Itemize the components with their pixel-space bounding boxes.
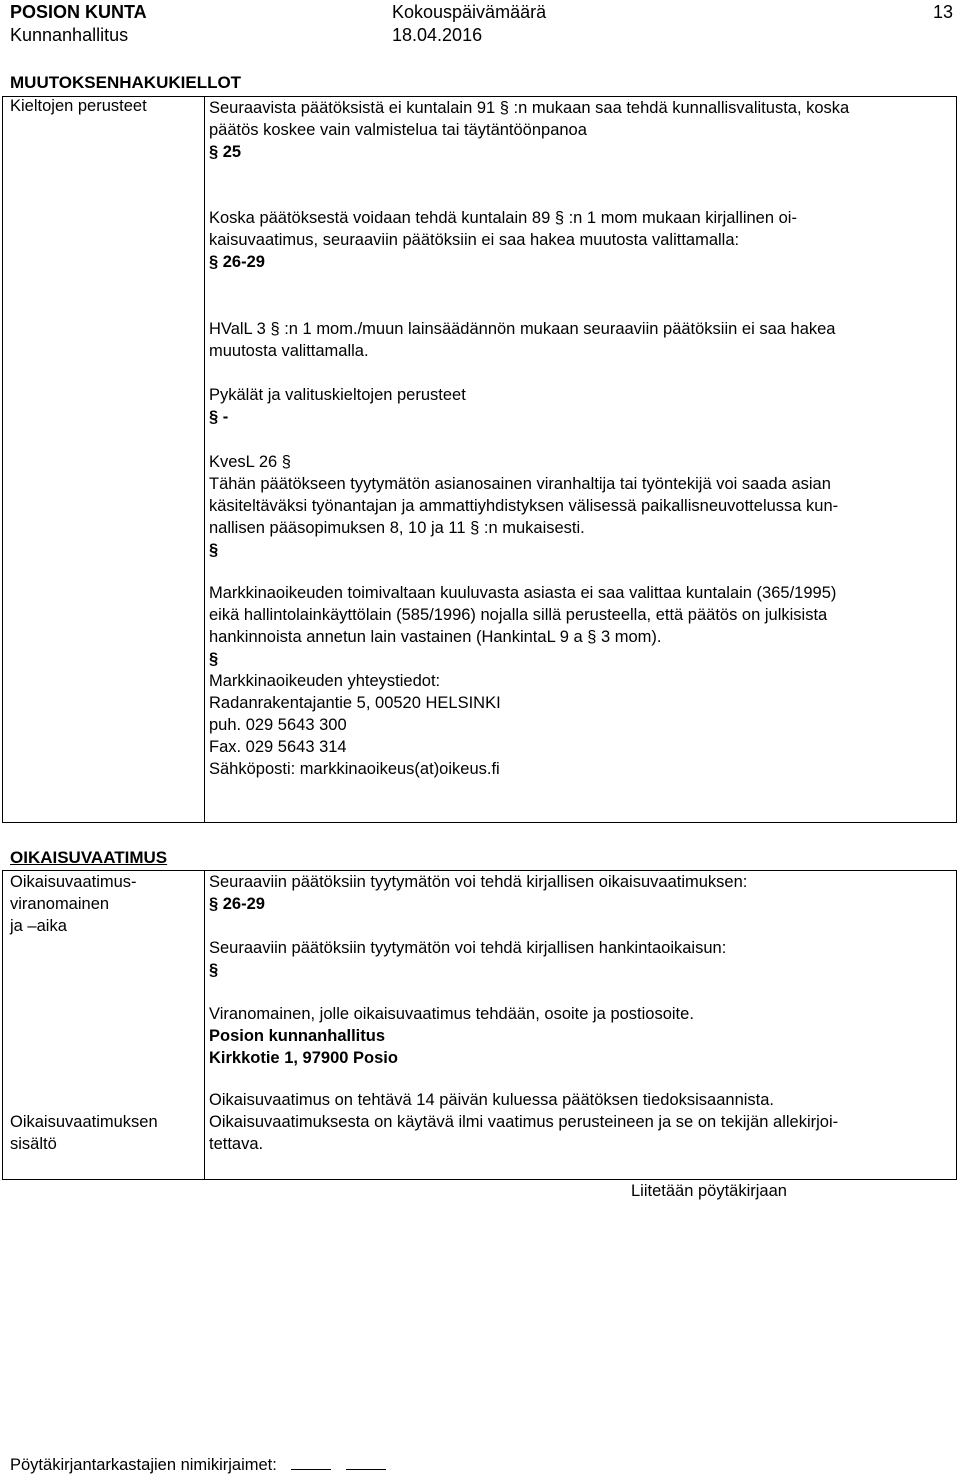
paragraph-kuntalain-89: Koska päätöksestä voidaan tehdä kuntalain 89 § :n 1 mom mukaan kirjallinen oi- kaisuvaatimus, seuraaviin päätöksiin ei saa hakea muutosta valittamalla: § 26-29 [209, 207, 949, 273]
label-kieltojen-perusteet: Kieltojen perusteet [10, 97, 147, 115]
signature-line-2 [346, 1455, 386, 1470]
markkina-sections: § [209, 650, 219, 668]
oikaisu-paragraph-1: Seuraaviin päätöksiin tyytymätön voi tehdä kirjallisen oikaisuvaatimuksen: § 26-29 [209, 871, 949, 915]
oikaisu-paragraph-2: Seuraaviin päätöksiin tyytymätön voi tehdä kirjallisen hankintaoikaisun: § [209, 937, 949, 981]
pykalat-title: Pykälät ja valituskieltojen perusteet [209, 386, 466, 404]
section-title-oikaisuvaatimus: OIKAISUVAATIMUS [10, 848, 168, 867]
contact-address: Radanrakentajantie 5, 00520 HELSINKI [209, 694, 501, 712]
oikaisu-sections-26-29: § 26-29 [209, 895, 265, 913]
signature-line-1 [291, 1455, 331, 1470]
body-name: Kunnanhallitus [10, 25, 129, 45]
meeting-date: 18.04.2016 [392, 25, 483, 45]
paragraph-kuntalain-91: Seuraavista päätöksistä ei kuntalain 91 § :n mukaan saa tehdä kunnallisvalitusta, koska päätös koskee vain valmistelua tai täytäntöönpanoa § 25 [209, 97, 949, 163]
oikaisu-deadline: Oikaisuvaatimus on tehtävä 14 päivän kuluessa päätöksen tiedoksisaannista. [209, 1091, 775, 1109]
pykalat-value: § - [209, 408, 229, 426]
oikaisu-address: Kirkkotie 1, 97900 Posio [209, 1049, 398, 1067]
oikaisu-authority: Posion kunnanhallitus [209, 1027, 386, 1045]
paragraph-hvall: HValL 3 § :n 1 mom./muun lainsäädännön mukaan seuraaviin päätöksiin ei saa hakea muutosta valittamalla. [209, 320, 836, 360]
contact-phone: puh. 029 5643 300 [209, 716, 347, 734]
contact-email: Sähköposti: markkinaoikeus(at)oikeus.fi [209, 760, 500, 778]
oikaisu-paragraph-3: Viranomainen, jolle oikaisuvaatimus tehdään, osoite ja postiosoite. Posion kunnanhallitus Kirkkotie 1, 97900 Posio [209, 1003, 949, 1069]
section-title-muutoksenhaku: MUUTOKSENHAKUKIELLOT [10, 73, 242, 92]
oikaisu-paragraph-4: Oikaisuvaatimus on tehtävä 14 päivän kuluessa päätöksen tiedoksisaannista. Oikaisuvaatimuksesta on käytävä ilmi vaatimus perusteineen ja se on tekijän allekirjoi- tettava. [209, 1089, 949, 1155]
kvesl-sections: § [209, 541, 219, 559]
kvesl-heading: KvesL 26 § [209, 453, 291, 471]
oikaisu-sections-empty: § [209, 961, 219, 979]
label-oikaisu-content: Oikaisuvaatimuksen sisältö [10, 1113, 158, 1153]
kvesl-block: KvesL 26 § Tähän päätökseen tyytymätön asianosainen viranhaltija tai työntekijä voi saada asian käsiteltäväksi työnantajan ja ammattiyhdistyksen välisessä paikallisneuvottelussa kun- nallisen pääsopimuksen 8, 10 ja 11 § :n mukaisesti. § [209, 451, 949, 561]
contact-heading: Markkinaoikeuden yhteystiedot: [209, 672, 441, 690]
page-number: 13 [933, 2, 954, 22]
signatures-footer [10, 1455, 386, 1475]
signatures-label: Pöytäkirjantarkastajien nimikirjaimet: [10, 1456, 277, 1474]
column-divider [204, 97, 205, 822]
markkinaoikeus-block: Markkinaoikeuden toimivaltaan kuuluvasta asiasta ei saa valittaa kuntalain (365/1995) eikä hallintolainkäyttölain (585/1996) nojalla sillä perusteella, että päätös on julkisista hankinnoista annetun lain vastainen (HankintaL 9 a § 3 mom). § Markkinaoikeuden yhteystiedot: Radanrakentajantie 5, 00520 HELSINKI puh. 029 5643 300 Fax. 029 5643 314 Sähköposti: markkinaoikeus(at)oikeus.fi [209, 582, 949, 780]
attached-note: Liitetään pöytäkirjaan [631, 1182, 787, 1200]
sections-26-29: § 26-29 [209, 253, 265, 271]
date-label: Kokouspäivämäärä [392, 2, 547, 22]
org-name: POSION KUNTA [10, 2, 147, 22]
column-divider [204, 871, 205, 1179]
sections-25: § 25 [209, 143, 242, 161]
contact-fax: Fax. 029 5643 314 [209, 738, 347, 756]
pykalat-block [209, 384, 949, 428]
label-oikaisu-authority: Oikaisuvaatimus- viranomainen ja –aika [10, 873, 137, 935]
